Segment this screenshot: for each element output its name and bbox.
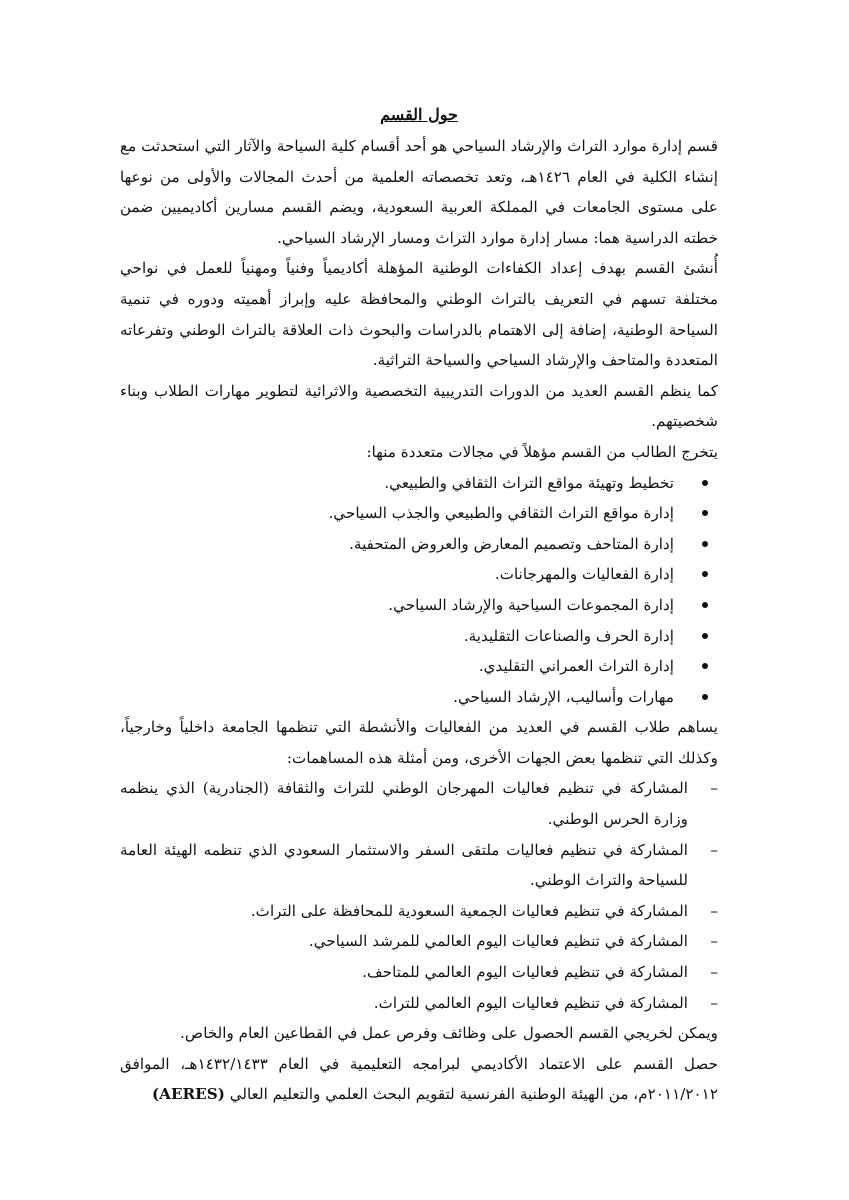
intro-paragraph: قسم إدارة موارد التراث والإرشاد السياحي هو أحد أقسام كلية السياحة والآثار التي استحدثت مع إنشاء الكلية في العام ١٤٢٦هـ، وتعد تخصصاته العلمية من أحدث المجالات والأولى من نوعها على مستوى الجامعات في المملكة العربية السعودية، ويضم القسم مسارين أكاديميين ضمن خطته الدراسية هما: مسار إدارة موارد التراث ومسار الإرشاد السياحي. [120, 137, 718, 247]
dash-icon: – [710, 779, 718, 798]
list-item: إدارة مواقع التراث الثقافي والطبيعي والجذب السياحي. [120, 498, 718, 529]
list-item: إدارة المتاحف وتصميم المعارض والعروض المتحفية. [120, 529, 718, 560]
list-item: إدارة الحرف والصناعات التقليدية. [120, 621, 718, 652]
dash-icon: – [710, 901, 718, 920]
fields-list [120, 468, 718, 713]
bullet-icon [702, 694, 708, 700]
list-item: إدارة الفعاليات والمهرجانات. [120, 559, 718, 590]
purpose-paragraph: أُنشئ القسم بهدف إعداد الكفاءات الوطنية المؤهلة أكاديمياً وفنياً ومهنياً للعمل في نواحي مختلفة تسهم في التعريف بالتراث الوطني والمحافظة عليه وإبراز أهميته ودوره في تنمية السياحة الوطنية، إضافة إلى الاهتمام بالدراسات والبحوث ذات العلاقة بالتراث الوطني وتفرعاته المتعددة والمتاحف والإرشاد السياحي والسياحة التراثية. [120, 259, 718, 370]
list-item: – المشاركة في تنظيم فعاليات اليوم العالمي للمتاحف. [120, 957, 718, 988]
list-item: – المشاركة في تنظيم فعاليات الجمعية السعودية للمحافظة على التراث. [120, 896, 718, 927]
dash-icon: – [710, 840, 718, 859]
graduates-intro-paragraph: يتخرج الطالب من القسم مؤهلاً في مجالات متعددة منها: [366, 442, 718, 461]
dash-icon: – [710, 932, 718, 951]
accreditation-abbreviation: (AERES) [152, 1085, 225, 1104]
activities-intro-paragraph: يساهم طلاب القسم في العديد من الفعاليات والأنشطة التي تنظمها الجامعة داخلياً وخارجياً، وكذلك التي تنظمها بعض الجهات الأخرى، ومن أمثلة هذه المساهمات: [120, 718, 718, 767]
page-title: حول القسم [380, 105, 458, 124]
bullet-icon [702, 602, 708, 608]
bullet-icon [702, 480, 708, 486]
bullet-icon [702, 571, 708, 577]
courses-paragraph: كما ينظم القسم العديد من الدورات التدريبية التخصصية والاثرائية لتطوير مهارات الطلاب وبناء شخصيتهم. [120, 381, 718, 431]
dash-icon: – [710, 963, 718, 982]
contributions-list [120, 773, 718, 1018]
accreditation-paragraph: حصل القسم على الاعتماد الأكاديمي لبرامجه التعليمية في العام ١٤٣٢/١٤٣٣هـ، الموافق ٢٠١١/٢٠١٢م، من الهيئة الوطنية الفرنسية لتقويم البحث العلمي والتعليم العالي (AERES) [120, 1054, 719, 1104]
list-item: – المشاركة في تنظيم فعاليات ملتقى السفر والاستثمار السعودي الذي تنظمه الهيئة العامة للسياحة والتراث الوطني. [120, 835, 718, 896]
dash-icon: – [710, 993, 718, 1012]
list-item: إدارة المجموعات السياحية والإرشاد السياحي. [120, 590, 718, 621]
list-item: – المشاركة في تنظيم فعاليات اليوم العالمي للمرشد السياحي. [120, 926, 718, 957]
list-item: تخطيط وتهيئة مواقع التراث الثقافي والطبيعي. [120, 468, 718, 499]
list-item: مهارات وأساليب، الإرشاد السياحي. [120, 682, 718, 713]
document-page [120, 100, 718, 1110]
bullet-icon [702, 510, 708, 516]
list-item: – المشاركة في تنظيم فعاليات اليوم العالمي للتراث. [120, 988, 718, 1019]
bullet-icon [702, 633, 708, 639]
list-item: إدارة التراث العمراني التقليدي. [120, 651, 718, 682]
jobs-paragraph: ويمكن لخريجي القسم الحصول على وظائف وفرص عمل في القطاعين العام والخاص. [180, 1024, 718, 1043]
list-item: – المشاركة في تنظيم فعاليات المهرجان الوطني للتراث والثقافة (الجنادرية) الذي ينظمه وزارة الحرس الوطني. [120, 773, 718, 834]
bullet-icon [702, 541, 708, 547]
bullet-icon [702, 663, 708, 669]
